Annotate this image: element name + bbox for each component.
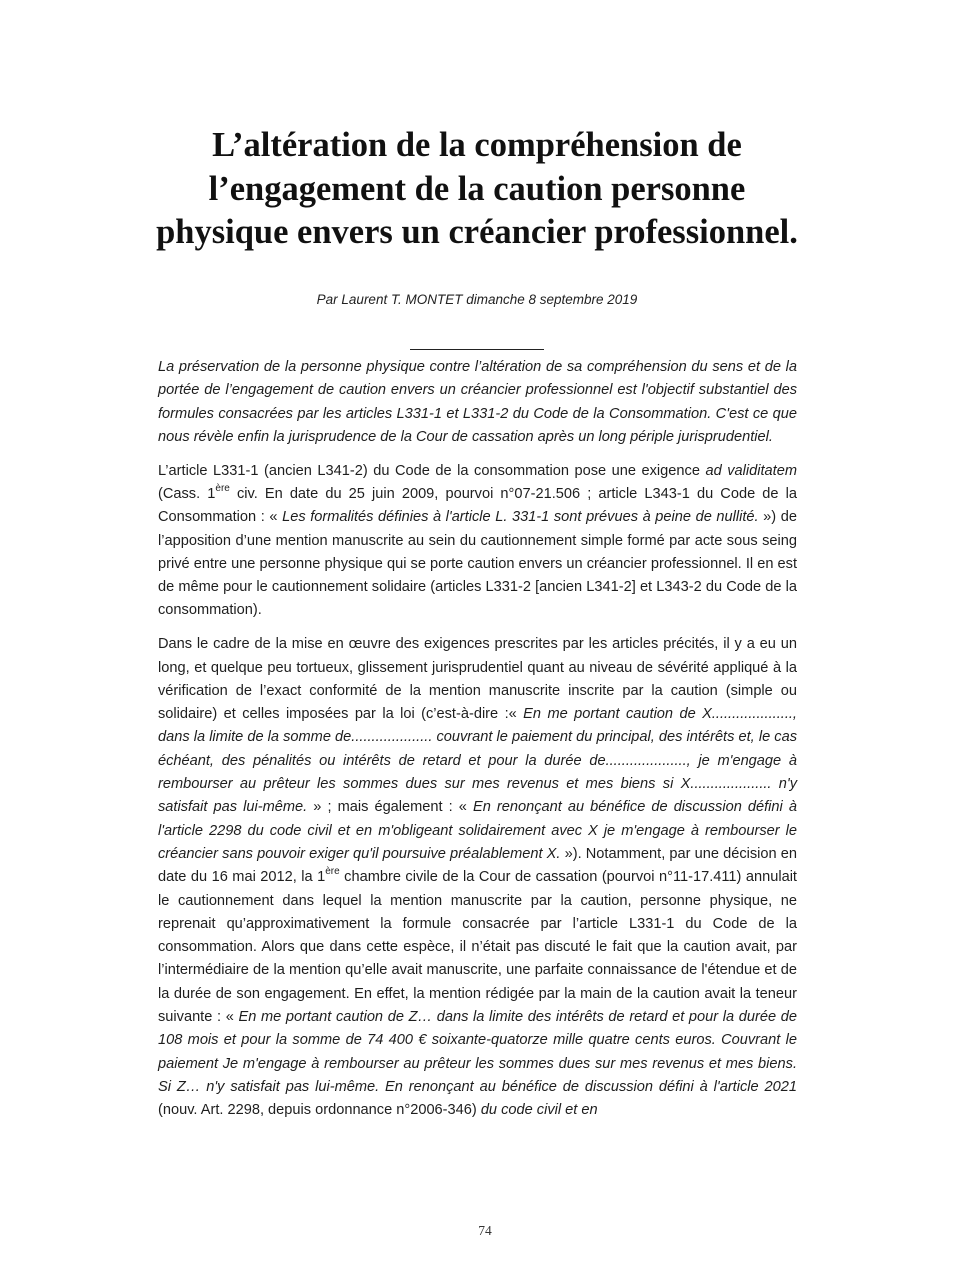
lead-paragraph: La préservation de la personne physique contre l’altération de sa compréhension du sens et de la portée de l’engagement de caution envers un créancier professionnel est l'objectif substantiel des formules consacrées par les articles L331-1 et L331-2 du Code de la Consommation. C'est ce que nous révèle enfin la jurisprudence de la Cour de cassation après un long périple jurisprudentiel.: [158, 359, 797, 445]
article-body: [158, 356, 797, 1133]
p2-text-1: L’article L331-1 (ancien L341-2) du Code de la consommation pose une exigence: [158, 462, 706, 479]
page-number: 74: [478, 1223, 492, 1238]
p2-italic-ad-validitatem: ad validitatem: [705, 462, 797, 479]
p2-text-3: civ. En date du 25 juin 2009, pourvoi n°07-21.506 ; article L343-1 du Code de la Consommation : «: [158, 485, 797, 526]
p3-italic-tail: du code civil et en: [480, 1102, 598, 1119]
paragraph-3: [158, 633, 797, 1122]
p3-text-1: Dans le cadre de la mise en œuvre des exigences prescrites par les articles précités, il y a eu un long, et quelque peu tortueux, glissement jurisprudentiel quant au niveau de sévérité appliqué à la vérification de l’exact conformité de la mention manuscrite inscrite par la caution (simple ou solidaire) et celles imposées par la loi (c’est-à-dire :«: [158, 636, 797, 723]
p3-text-4: chambre civile de la Cour de cassation (pourvoi n°11-17.411) annulait le cautionnement dans lequel la mention manuscrite par la caution, personne physique, ne reprenait qu’approximativement la formule consacrée par l’article L331-1 du Code de la consommation. Alors que dans cette espèce, il n’était pas discuté le fait que la caution avait, par l’intermédiaire de la mention qu’elle avait manuscrite, une parfaite connaissance de l'étendue et de la durée de son engagement. En effet, la mention rédigée par la main de la caution avait la teneur suivante : «: [158, 869, 797, 1026]
p2-superscript: ère: [215, 482, 230, 494]
p3-text-2: » ; mais également : «: [307, 799, 473, 816]
title-divider: [410, 349, 544, 350]
p3-text-3: »). Notamment, par une décision en date du 16 mai 2012, la 1: [158, 845, 798, 886]
p3-superscript: ère: [325, 866, 340, 878]
p2-text-2: (Cass. 1: [158, 485, 216, 502]
p3-text-5: (nouv. Art. 2298, depuis ordonnance n°2006-346): [158, 1102, 481, 1119]
paragraph-2: [158, 460, 797, 623]
article-byline: Par Laurent T. MONTET dimanche 8 septembre 2019: [316, 292, 638, 307]
p2-italic-quote: Les formalités définies à l'article L. 331-1 sont prévues à peine de nullité.: [282, 509, 759, 526]
p2-text-4: ») de l’apposition d’une mention manuscrite au sein du cautionnement simple formé par acte sous seing privé entre une personne physique qui se porte caution envers un créancier professionnel. Il en est de même pour le cautionnement solidaire (articles L331-2 [ancien L341-2] et L343-2 du Code de la consommation).: [158, 509, 797, 619]
article-title: L’altération de la compréhension de l’engagement de la caution personne physique envers un créancier professionnel.: [156, 126, 798, 251]
p3-italic-quote-3: En me portant caution de Z… dans la limite des intérêts de retard et pour la durée de 108 mois et pour la somme de 74 400 € soixante-quatorze mille quatre cents euros. Couvrant le paiement Je m'engage à rembourser au prêteur les sommes dues sur mes revenus et mes biens. Si Z… n'y satisfait pas lui-même. En renonçant au bénéfice de discussion défini à l'article 2021: [158, 1009, 797, 1095]
p3-italic-formula-2: En renonçant au bénéfice de discussion défini à l'article 2298 du code civil et en m'obligeant solidairement avec X je m'engage à rembourser le créancier sans pouvoir exiger qu'il poursuive préalablement X.: [158, 799, 797, 862]
p3-italic-formula-1: En me portant caution de X...................., dans la limite de la somme de.................... couvrant le paiement du principal, des intérêts et, le cas échéant, des pénalités ou intérêts de retard et pour la durée de...................., je m'engage à rembourser au prêteur les sommes dues sur mes revenus et mes biens si X.................... n'y satisfait pas lui-même.: [158, 706, 797, 816]
